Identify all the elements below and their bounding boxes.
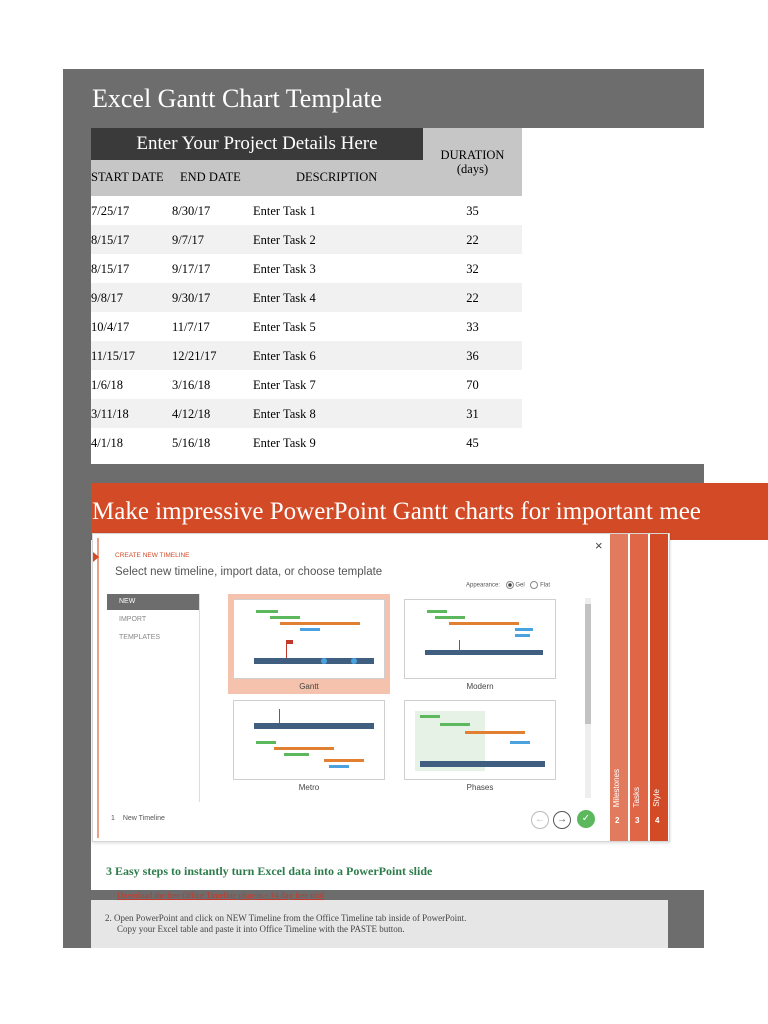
cell-duration: 70 [466,378,479,392]
table-row [91,225,522,254]
appearance-row [466,581,550,589]
back-arrow-icon[interactable]: ← [531,811,549,829]
cell-end-date: 8/30/17 [172,204,211,218]
col-duration [423,128,522,196]
template-gantt-thumb [233,599,385,679]
cell-description: Enter Task 9 [253,436,316,450]
radio-flat-icon[interactable] [530,581,538,589]
close-icon[interactable]: × [595,538,603,553]
side-tab-milestones-num: 2 [615,816,620,825]
side-tab-style-label: Style [652,789,661,807]
dialog-heading: CREATE NEW TIMELINE [115,552,190,559]
cell-description: Enter Task 2 [253,233,316,247]
cell-description: Enter Task 7 [253,378,316,392]
table-row [91,428,522,457]
table-row [91,254,522,283]
forward-arrow-icon[interactable]: → [553,811,571,829]
col-end-date: END DATE [180,170,241,184]
cell-start-date: 8/15/17 [91,262,130,276]
confirm-check-icon[interactable]: ✓ [577,810,595,828]
menu-divider [199,594,200,802]
template-modern-thumb[interactable] [404,599,556,679]
left-band [63,128,91,464]
cell-duration: 31 [466,407,479,421]
phases-thumb-icon [405,701,555,779]
cell-duration: 22 [466,291,479,305]
cell-duration: 36 [466,349,479,363]
side-tab-tasks-label: Tasks [632,786,641,807]
menu-templates[interactable]: TEMPLATES [119,634,161,641]
duration-label: DURATION [440,148,505,162]
side-tab-tasks[interactable] [630,534,648,841]
step-2-line-1: 2. Open PowerPoint and click on NEW Timeline from the Office Timeline tab inside of PowerPoint. [105,913,467,923]
cell-description: Enter Task 8 [253,407,316,421]
cell-description: Enter Task 5 [253,320,316,334]
footer-step-label: New Timeline [122,815,165,822]
easy-steps-heading: 3 Easy steps to instantly turn Excel data into a PowerPoint slide [106,864,433,878]
cell-end-date: 9/17/17 [172,262,211,276]
cell-start-date: 9/8/17 [91,291,123,305]
cell-start-date: 3/11/18 [91,407,129,421]
cell-duration: 35 [466,204,479,218]
cell-description: Enter Task 1 [253,204,316,218]
template-gantt-selected[interactable] [228,594,390,694]
cell-start-date: 4/1/18 [91,436,123,450]
template-modern-label: Modern [466,682,494,691]
cell-duration: 33 [466,320,479,334]
cell-end-date: 5/16/18 [172,436,211,450]
gantt-thumb-icon [234,600,384,678]
radio-gel-icon[interactable] [506,581,514,589]
project-header: Enter Your Project Details Here [91,128,423,160]
metro-thumb-icon [234,701,384,779]
cell-start-date: 8/15/17 [91,233,130,247]
cell-start-date: 11/15/17 [91,349,135,363]
cell-duration: 22 [466,233,479,247]
table-row [91,399,522,428]
cell-start-date: 1/6/18 [91,378,123,392]
middle-band [63,464,704,484]
left-band-lower [63,484,91,948]
template-metro-thumb[interactable] [233,700,385,780]
cell-description: Enter Task 6 [253,349,316,363]
cell-duration: 45 [466,436,479,450]
col-description: DESCRIPTION [296,170,378,184]
table-header [91,160,423,196]
modern-thumb-icon [405,600,555,678]
menu-new[interactable]: NEW [107,594,199,610]
col-start-date: START DATE [91,170,164,184]
table-row [91,370,522,399]
cell-description: Enter Task 3 [253,262,316,276]
cell-duration: 32 [466,262,479,276]
option-gel: Gel [515,582,525,589]
table-row [91,312,522,341]
cell-description: Enter Task 4 [253,291,316,305]
appearance-label: Appearance: [466,582,501,589]
cell-end-date: 9/30/17 [172,291,211,305]
promo-banner: Make impressive PowerPoint Gantt charts for important mee [91,483,768,540]
option-flat: Flat [540,582,551,589]
table-row [91,283,522,312]
page-title: Excel Gantt Chart Template [92,84,383,113]
dialog-subtitle: Select new timeline, import data, or choose template [115,566,383,578]
cell-start-date: 10/4/17 [91,320,130,334]
scrollbar-thumb[interactable] [585,604,591,724]
cell-end-date: 12/21/17 [172,349,217,363]
side-tab-tasks-num: 3 [635,816,640,825]
table-row [91,196,522,225]
step-2-line-2: Copy your Excel table and paste it into Office Timeline with the PASTE button. [117,924,405,934]
template-phases-label: Phases [466,783,494,792]
heading-marker [93,552,99,562]
step-2-text [105,913,466,935]
cell-end-date: 11/7/17 [172,320,210,334]
download-link[interactable]: Download the free Office Timeline plug-in - 14 day free trial [117,890,325,900]
accent-line [97,538,99,838]
cell-end-date: 3/16/18 [172,378,211,392]
duration-unit: (days) [456,162,489,176]
side-tab-style[interactable] [650,534,668,841]
table-row [91,341,522,370]
template-gantt-label: Gantt [299,682,319,691]
cell-end-date: 4/12/18 [172,407,211,421]
cell-end-date: 9/7/17 [172,233,204,247]
menu-import[interactable]: IMPORT [119,616,147,623]
timeline-dialog-screenshot [92,533,670,842]
footer-step-number: 1 [111,815,115,822]
scrollbar-track[interactable] [585,598,591,798]
cell-start-date: 7/25/17 [91,204,130,218]
template-phases-thumb[interactable] [404,700,556,780]
side-tab-style-num: 4 [655,816,660,825]
template-metro-label: Metro [298,783,320,792]
side-tab-milestones[interactable] [610,534,628,841]
footer-step [111,815,165,822]
side-tab-milestones-label: Milestones [612,768,621,807]
